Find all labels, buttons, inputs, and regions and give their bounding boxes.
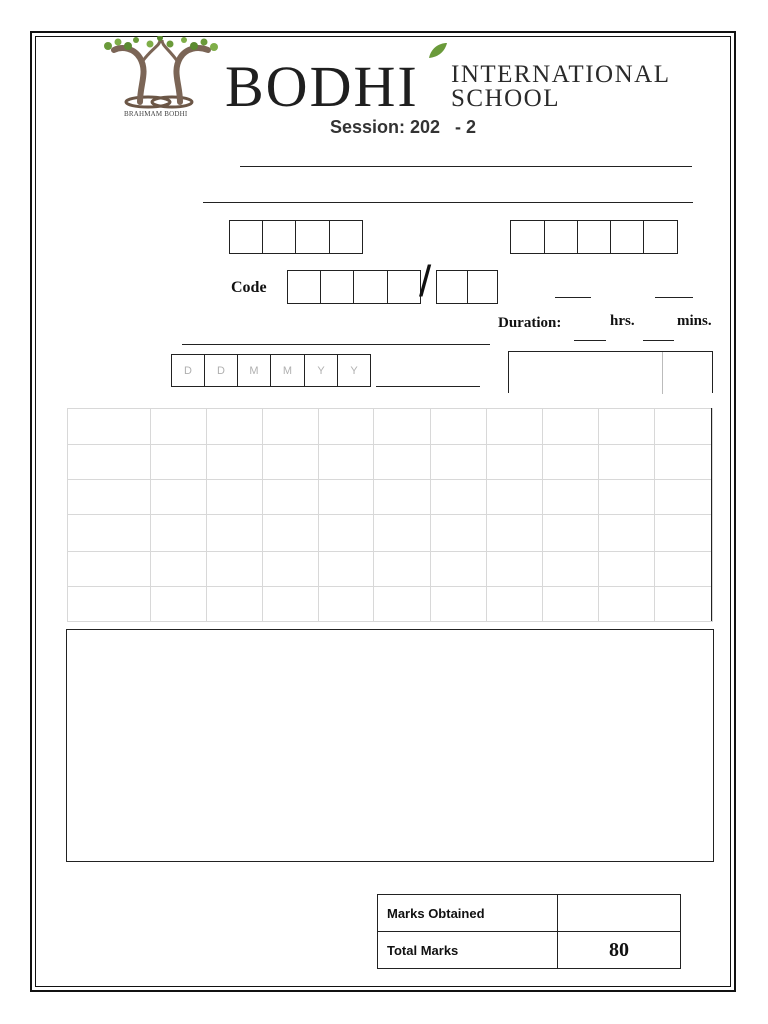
grid-row bbox=[68, 409, 713, 445]
date-boxes[interactable] bbox=[171, 354, 371, 387]
grid-cell[interactable] bbox=[68, 409, 151, 445]
grid-cell[interactable] bbox=[599, 480, 655, 515]
grid-cell[interactable] bbox=[150, 552, 206, 587]
grid-cell[interactable] bbox=[374, 480, 431, 515]
grid-cell[interactable] bbox=[206, 480, 262, 515]
grid-cell[interactable] bbox=[655, 445, 713, 480]
session-label: Session: 202 - 2 bbox=[330, 117, 477, 137]
grid-cell[interactable] bbox=[206, 515, 262, 552]
grid-cell[interactable] bbox=[431, 587, 487, 622]
grid-cell[interactable] bbox=[543, 445, 599, 480]
code-separator: / bbox=[419, 257, 432, 306]
input-box[interactable] bbox=[577, 220, 611, 254]
logo-caption: BRAHMAM BODHI bbox=[124, 110, 188, 118]
blank-line-a[interactable] bbox=[555, 297, 591, 298]
grid-cell[interactable] bbox=[431, 552, 487, 587]
total-marks-row bbox=[378, 932, 681, 969]
input-box[interactable] bbox=[295, 220, 330, 254]
grid-cell[interactable] bbox=[374, 409, 431, 445]
grid-cell[interactable] bbox=[543, 552, 599, 587]
grid-row bbox=[68, 445, 713, 480]
grid-cell[interactable] bbox=[374, 445, 431, 480]
grid-cell[interactable] bbox=[543, 480, 599, 515]
grid-cell[interactable] bbox=[487, 409, 543, 445]
grid-cell[interactable] bbox=[150, 480, 206, 515]
brand-name: BODHI bbox=[225, 54, 419, 119]
total-marks-value: 80 bbox=[558, 932, 681, 969]
code-box[interactable] bbox=[436, 270, 468, 304]
grid-cell[interactable] bbox=[206, 587, 262, 622]
grid-cell[interactable] bbox=[655, 409, 713, 445]
grid-cell[interactable] bbox=[487, 587, 543, 622]
grid-cell[interactable] bbox=[68, 515, 151, 552]
grid-row bbox=[68, 515, 713, 552]
grid-cell[interactable] bbox=[599, 552, 655, 587]
grid-cell[interactable] bbox=[655, 480, 713, 515]
code-box[interactable] bbox=[353, 270, 388, 304]
leaf-icon bbox=[427, 42, 449, 60]
code-box[interactable] bbox=[287, 270, 321, 304]
grid-cell[interactable] bbox=[431, 515, 487, 552]
input-box[interactable] bbox=[643, 220, 678, 254]
grid-cell[interactable] bbox=[150, 515, 206, 552]
box-group-right[interactable] bbox=[510, 220, 678, 254]
marks-summary-table bbox=[377, 894, 681, 969]
grid-cell[interactable] bbox=[599, 445, 655, 480]
marks-obtained-row bbox=[378, 895, 681, 932]
date-box-month[interactable]: M bbox=[237, 354, 271, 387]
code-box[interactable] bbox=[387, 270, 421, 304]
grid-cell[interactable] bbox=[487, 515, 543, 552]
grid-cell[interactable] bbox=[543, 587, 599, 622]
code-label: Code bbox=[231, 279, 267, 296]
brand-line-international: INTERNATIONAL bbox=[451, 61, 671, 88]
code-box[interactable] bbox=[320, 270, 354, 304]
grid-cell[interactable] bbox=[655, 515, 713, 552]
grid-cell[interactable] bbox=[68, 552, 151, 587]
grid-cell[interactable] bbox=[487, 445, 543, 480]
grid-cell[interactable] bbox=[431, 480, 487, 515]
input-box[interactable] bbox=[262, 220, 296, 254]
grid-row bbox=[68, 552, 713, 587]
grid-cell[interactable] bbox=[150, 409, 206, 445]
code-boxes-main[interactable] bbox=[287, 270, 421, 304]
grid-cell[interactable] bbox=[599, 587, 655, 622]
grid-cell[interactable] bbox=[374, 587, 431, 622]
date-box-day[interactable]: D bbox=[204, 354, 238, 387]
write-line-1[interactable] bbox=[240, 166, 692, 167]
minutes-unit: mins. bbox=[677, 313, 712, 329]
code-boxes-suffix[interactable] bbox=[436, 270, 498, 304]
grid-cell[interactable] bbox=[543, 515, 599, 552]
grid-cell[interactable] bbox=[318, 445, 374, 480]
date-box-year[interactable]: Y bbox=[337, 354, 371, 387]
input-box[interactable] bbox=[229, 220, 263, 254]
grid-cell[interactable] bbox=[206, 409, 262, 445]
duration-hours-blank[interactable] bbox=[574, 340, 606, 341]
grid-cell[interactable] bbox=[262, 480, 318, 515]
total-marks-label: Total Marks bbox=[378, 932, 558, 969]
grid-row bbox=[68, 480, 713, 515]
grid-cell[interactable] bbox=[262, 587, 318, 622]
marks-obtained-value[interactable] bbox=[558, 895, 681, 932]
grid-cell[interactable] bbox=[68, 480, 151, 515]
marks-obtained-label: Marks Obtained bbox=[378, 895, 558, 932]
date-box-year[interactable]: Y bbox=[304, 354, 338, 387]
grid-cell[interactable] bbox=[206, 552, 262, 587]
grid-cell[interactable] bbox=[655, 587, 713, 622]
grid-cell[interactable] bbox=[318, 515, 374, 552]
code-box[interactable] bbox=[467, 270, 498, 304]
grid-cell[interactable] bbox=[318, 409, 374, 445]
grid-cell[interactable] bbox=[374, 552, 431, 587]
grid-cell[interactable] bbox=[262, 552, 318, 587]
hours-unit: hrs. bbox=[610, 313, 635, 329]
grid-cell[interactable] bbox=[262, 515, 318, 552]
date-box-month[interactable]: M bbox=[270, 354, 305, 387]
grid-cell[interactable] bbox=[262, 445, 318, 480]
input-box[interactable] bbox=[329, 220, 363, 254]
write-line-3[interactable] bbox=[182, 344, 490, 345]
grid-cell[interactable] bbox=[68, 445, 151, 480]
grid-cell[interactable] bbox=[487, 480, 543, 515]
marks-grid bbox=[67, 408, 713, 622]
grid-cell[interactable] bbox=[487, 552, 543, 587]
grid-cell[interactable] bbox=[543, 409, 599, 445]
remarks-box[interactable] bbox=[66, 629, 714, 862]
grid-cell[interactable] bbox=[262, 409, 318, 445]
input-box[interactable] bbox=[510, 220, 545, 254]
brand-line-school: SCHOOL bbox=[451, 85, 561, 112]
grid-cell[interactable] bbox=[599, 515, 655, 552]
right-info-box-divider bbox=[662, 352, 663, 394]
grid-cell[interactable] bbox=[655, 552, 713, 587]
grid-cell[interactable] bbox=[374, 515, 431, 552]
grid-row bbox=[68, 587, 713, 622]
write-line-4[interactable] bbox=[376, 386, 480, 387]
write-line-2[interactable] bbox=[203, 202, 693, 203]
grid-cell[interactable] bbox=[150, 587, 206, 622]
grid-right-border bbox=[711, 408, 712, 621]
school-logo-icon bbox=[100, 36, 222, 116]
grid-cell[interactable] bbox=[431, 409, 487, 445]
grid-cell[interactable] bbox=[318, 552, 374, 587]
grid-cell[interactable] bbox=[318, 587, 374, 622]
grid-cell[interactable] bbox=[431, 445, 487, 480]
grid-cell[interactable] bbox=[150, 445, 206, 480]
date-box-day[interactable]: D bbox=[171, 354, 205, 387]
grid-cell[interactable] bbox=[68, 587, 151, 622]
grid-cell[interactable] bbox=[206, 445, 262, 480]
grid-cell[interactable] bbox=[318, 480, 374, 515]
input-box[interactable] bbox=[544, 220, 578, 254]
input-box[interactable] bbox=[610, 220, 644, 254]
duration-minutes-blank[interactable] bbox=[643, 340, 674, 341]
duration-label: Duration: bbox=[498, 315, 562, 331]
blank-line-b[interactable] bbox=[655, 297, 693, 298]
box-group-left[interactable] bbox=[229, 220, 363, 254]
grid-cell[interactable] bbox=[599, 409, 655, 445]
right-info-box[interactable] bbox=[508, 351, 713, 393]
